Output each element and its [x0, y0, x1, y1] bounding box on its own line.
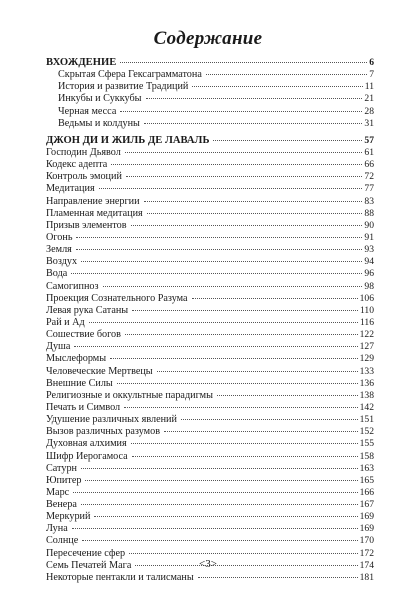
toc-entry-row — [46, 366, 374, 378]
toc-entry-title: Некоторые пентакли и талисманы — [46, 571, 194, 583]
toc-chapter-row — [46, 57, 374, 69]
dot-leader — [126, 176, 362, 177]
toc-entry-title: Пламенная медитация — [46, 207, 143, 219]
toc-entry-row — [46, 268, 374, 280]
toc-entry-title: Проекция Сознательного Разума — [46, 292, 188, 304]
toc-entry-title: История и развитие Традиций — [58, 81, 189, 93]
toc-page-number: 90 — [364, 219, 374, 231]
dot-leader — [144, 123, 363, 124]
toc-entry-row — [46, 475, 374, 487]
toc-page-number: 152 — [359, 426, 374, 438]
toc-page-number: 31 — [364, 117, 374, 129]
toc-entry-title: Рай и Ад — [46, 316, 85, 328]
toc-entry-title: Юпитер — [46, 474, 82, 486]
toc-entry-row — [46, 426, 374, 438]
toc-entry-row — [46, 244, 374, 256]
toc-entry-title: ДЖОН ДИ И ЖИЛЬ ДЕ ЛАВАЛЬ — [46, 134, 210, 146]
toc-entry-row — [46, 499, 374, 511]
toc-page-number: 7 — [369, 69, 374, 81]
toc-entry-title: ВХОЖДЕНИЕ — [46, 57, 117, 68]
toc-page-number: 98 — [364, 280, 374, 292]
toc-entry-row — [46, 159, 374, 171]
toc-entry-row — [46, 511, 374, 523]
toc-entry-title: Призыв элементов — [46, 219, 127, 231]
toc-entry-title: Духовная алхимия — [46, 438, 127, 450]
toc-page-number: 116 — [359, 316, 374, 328]
dot-leader — [206, 74, 367, 75]
toc-page-number: 21 — [364, 93, 374, 105]
toc-page-number: 61 — [364, 146, 374, 158]
dot-leader — [131, 225, 363, 226]
dot-leader — [181, 419, 358, 420]
toc-entry-title: Шифр Иерогамоса — [46, 450, 128, 462]
dot-leader — [81, 468, 358, 469]
toc-entry-title: Человеческие Мертвецы — [46, 365, 153, 377]
toc-page-number: 129 — [359, 353, 374, 365]
dot-leader — [110, 358, 358, 359]
dot-leader — [94, 516, 357, 517]
dot-leader — [198, 577, 358, 578]
toc-entry-row — [46, 317, 374, 329]
dot-leader — [124, 407, 357, 408]
toc-entry-title: Марс — [46, 486, 70, 498]
toc-entry-row — [46, 451, 374, 463]
dot-leader — [81, 261, 362, 262]
toc-page-number: 165 — [359, 474, 374, 486]
toc-page-number: 133 — [359, 365, 374, 377]
toc-entry-title: Мыслеформы — [46, 353, 107, 365]
toc-entry-title: Контроль эмоций — [46, 171, 122, 183]
toc-page-number: 169 — [359, 523, 374, 535]
toc-entry-row — [46, 305, 374, 317]
dot-leader — [132, 310, 358, 311]
toc-entry-row — [46, 147, 374, 159]
toc-entry-title: Земля — [46, 244, 72, 256]
toc-entry-title: Воздух — [46, 256, 78, 268]
toc-entry-title: Господин Дьявол — [46, 146, 121, 158]
toc-entry-title: Религиозные и оккультные парадигмы — [46, 389, 213, 401]
dot-leader — [82, 540, 357, 541]
toc-entry-title: Черная месса — [58, 105, 117, 117]
toc-page-number: 170 — [359, 535, 374, 547]
toc-page-number: 88 — [364, 207, 374, 219]
dot-leader — [117, 383, 358, 384]
toc-entry-title: Печать и Символ — [46, 401, 121, 413]
dot-leader — [213, 140, 362, 141]
dot-leader — [164, 431, 358, 432]
toc-page-number: 28 — [364, 105, 374, 117]
toc-page-number: 93 — [364, 244, 374, 256]
toc-entry-row — [46, 438, 374, 450]
toc-entry-title: Кодекс адепта — [46, 159, 108, 171]
dot-leader — [71, 273, 362, 274]
dot-leader — [81, 504, 358, 505]
toc-page-number: 158 — [359, 450, 374, 462]
toc-entry-title: Внешние Силы — [46, 377, 113, 389]
page-title: Содержание — [153, 28, 263, 49]
toc-entry-row — [46, 281, 374, 293]
toc-page-number: 174 — [359, 559, 374, 571]
toc-page-number: 138 — [359, 389, 374, 401]
toc-entry-row — [46, 341, 374, 353]
toc-entry-row — [46, 69, 374, 81]
toc-entry-title: Луна — [46, 523, 68, 535]
dot-leader — [192, 298, 358, 299]
toc-entry-title: Направление энергии — [46, 195, 140, 207]
dot-leader — [74, 346, 357, 347]
toc-page-number: 136 — [359, 377, 374, 389]
toc-page-number: 142 — [359, 401, 374, 413]
toc-page-number: 106 — [359, 292, 374, 304]
toc-page-number: 155 — [359, 438, 374, 450]
toc-entry-row — [46, 572, 374, 584]
toc-entry-title: Скрытая Сфера Гексаграмматона — [58, 69, 202, 81]
toc-entry-row — [46, 535, 374, 547]
toc-entry-title: Душа — [46, 341, 71, 353]
toc-page-number: 72 — [364, 171, 374, 183]
toc-page-number: 91 — [364, 231, 374, 243]
toc-entry-row — [46, 353, 374, 365]
toc-entry-title: Вода — [46, 268, 68, 280]
toc-page-number: 151 — [359, 414, 374, 426]
dot-leader — [111, 164, 362, 165]
toc-entry-title: Удушение различных явлений — [46, 414, 177, 426]
toc-entry-row — [46, 487, 374, 499]
toc-page-number: 83 — [364, 195, 374, 207]
dot-leader — [129, 553, 357, 554]
toc-entry-row — [46, 414, 374, 426]
toc-page-number: 57 — [364, 134, 374, 146]
dot-leader — [73, 492, 357, 493]
toc-entry-row — [46, 378, 374, 390]
page-number: <3> — [199, 558, 217, 570]
toc-entry-title: Сошествие богов — [46, 329, 121, 341]
toc-entry-title: Левая рука Сатаны — [46, 304, 129, 316]
dot-leader — [131, 443, 358, 444]
toc-page-number: 181 — [359, 571, 374, 583]
toc-entry-title: Меркурий — [46, 511, 91, 523]
dot-leader — [99, 188, 363, 189]
dot-leader — [120, 62, 367, 63]
toc-entry-title: Огонь — [46, 231, 73, 243]
dot-leader — [144, 201, 363, 202]
toc-entry-title: Самогипноз — [46, 280, 99, 292]
dot-leader — [120, 111, 362, 112]
dot-leader — [103, 286, 363, 287]
dot-leader — [146, 98, 363, 99]
toc-entry-title: Инкубы и Суккубы — [58, 93, 142, 105]
dot-leader — [132, 456, 358, 457]
toc-page-number: 169 — [359, 511, 374, 523]
toc-page-number: 172 — [359, 547, 374, 559]
dot-leader — [147, 213, 363, 214]
dot-leader — [192, 86, 362, 87]
toc-entry-row — [46, 93, 374, 105]
toc-entry-row — [46, 463, 374, 475]
toc-page-number: 96 — [364, 268, 374, 280]
toc-page-number: 77 — [364, 183, 374, 195]
toc-entry-row — [46, 220, 374, 232]
toc-entry-title: Вызов различных разумов — [46, 426, 161, 438]
toc-chapter-row — [46, 135, 374, 147]
toc-entry-title: Медитация — [46, 183, 95, 195]
toc-entry-title: Ведьмы и колдуны — [58, 117, 140, 129]
toc-page-number: 66 — [364, 159, 374, 171]
toc-entry-row — [46, 523, 374, 535]
toc-page-number: 6 — [369, 57, 374, 68]
dot-leader — [76, 237, 362, 238]
dot-leader — [157, 371, 358, 372]
toc-entry-row — [46, 106, 374, 118]
toc-entry-title: Семь Печатей Мага — [46, 559, 132, 571]
dot-leader — [125, 334, 358, 335]
toc-entry-title: Солнце — [46, 535, 79, 547]
toc-entry-row — [46, 208, 374, 220]
toc-entry-row — [46, 171, 374, 183]
dot-leader — [217, 395, 358, 396]
toc-page-number: 163 — [359, 462, 374, 474]
toc-entry-title: Сатурн — [46, 462, 78, 474]
toc-entry-title: Пересечение сфер — [46, 547, 126, 559]
toc-entry-title: Венера — [46, 499, 77, 511]
toc-page-number: 94 — [364, 256, 374, 268]
toc-entry-row — [46, 118, 374, 130]
toc-entry-row — [46, 196, 374, 208]
dot-leader — [72, 528, 358, 529]
dot-leader — [85, 480, 357, 481]
dot-leader — [89, 322, 358, 323]
dot-leader — [125, 152, 363, 153]
toc-page-number: 122 — [359, 329, 374, 341]
toc-entry-row — [46, 232, 374, 244]
toc-entry-row — [46, 256, 374, 268]
toc-entry-row — [46, 402, 374, 414]
toc-entry-row — [46, 293, 374, 305]
toc-entry-row — [46, 81, 374, 93]
toc-page-number: 166 — [359, 486, 374, 498]
toc-entry-row — [46, 329, 374, 341]
toc-page-number: 127 — [359, 341, 374, 353]
toc-entry-row — [46, 183, 374, 195]
table-of-contents — [46, 57, 374, 584]
toc-page-number: 167 — [359, 499, 374, 511]
toc-entry-row — [46, 390, 374, 402]
toc-page-number: 110 — [359, 304, 374, 316]
dot-leader — [76, 249, 363, 250]
toc-page-number: 11 — [364, 81, 374, 93]
